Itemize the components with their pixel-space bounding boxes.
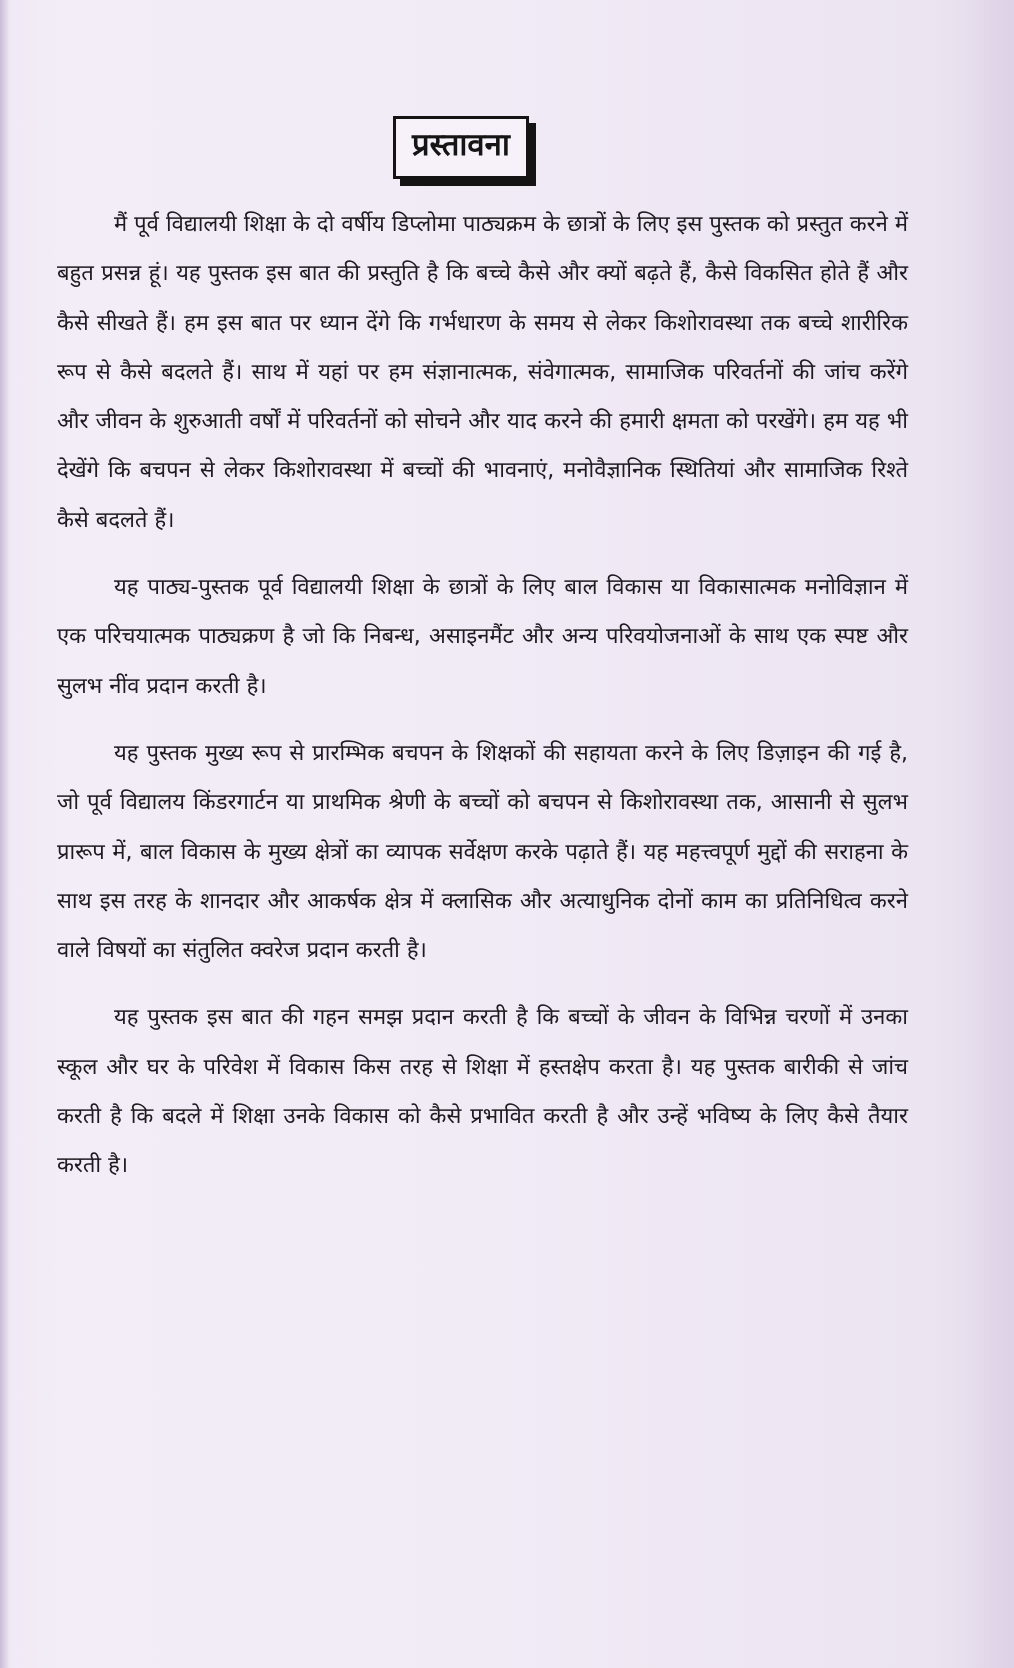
page-title: प्रस्तावना xyxy=(393,116,529,179)
paragraph-2: यह पाठ्य-पुस्तक पूर्व विद्यालयी शिक्षा के छात्रों के लिए बाल विकास या विकासात्मक मनोविज्ञान में एक परिचयात्मक पाठ्यक्रण है जो कि निबन्ध, असाइनमैंट और अन्य परिवयोजनाओं के साथ एक स्पष्ट और सुलभ नींव प्रदान करती है। xyxy=(57,575,908,699)
paragraph-4: यह पुस्तक इस बात की गहन समझ प्रदान करती है कि बच्चों के जीवन के विभिन्न चरणों में उनका स्कूल और घर के परिवेश में विकास किस तरह से शिक्षा में हस्तक्षेप करता है। यह पुस्तक बारीकी से जांच करती है कि बदले में शिक्षा उनके विकास को कैसे प्रभावित करती है और उन्हें भविष्य के लिए कैसे तैयार करती है। xyxy=(57,1005,908,1179)
paragraph-1: मैं पूर्व विद्यालयी शिक्षा के दो वर्षीय डिप्लोमा पाठ्यक्रम के छात्रों के लिए इस पुस्तक को प्रस्तुत करने में बहुत प्रसन्न हूं। यह पुस्तक इस बात की प्रस्तुति है कि बच्चे कैसे और क्यों बढ़ते हैं, कैसे विकसित होते हैं और कैसे सीखते हैं। हम इस बात पर ध्यान देंगे कि गर्भधारण के समय से लेकर किशोरावस्था तक बच्चे शारीरिक रूप से कैसे बदलते हैं। साथ में यहां पर हम संज्ञानात्मक, संवेगात्मक, सामाजिक परिवर्तनों की जांच करेंगे और जीवन के शुरुआती वर्षों में परिवर्तनों को सोचने और याद करने की हमारी क्षमता को परखेंगे। हम यह भी देखेंगे कि बचपन से लेकर किशोरावस्था में बच्चों की भावनाएं, मनोवैज्ञानिक स्थितियां और सामाजिक रिश्ते कैसे बदलते हैं। xyxy=(57,212,908,533)
body-text xyxy=(57,200,908,1191)
paragraph-3: यह पुस्तक मुख्य रूप से प्रारम्भिक बचपन के शिक्षकों की सहायता करने के लिए डिज़ाइन की गई है, जो पूर्व विद्यालय किंडरगार्टन या प्राथमिक श्रेणी के बच्चों को बचपन से किशोरावस्था तक, आसानी से सुलभ प्रारूप में, बाल विकास के मुख्य क्षेत्रों का व्यापक सर्वेक्षण करके पढ़ाते हैं। यह महत्त्वपूर्ण मुद्दों की सराहना के साथ इस तरह के शानदार और आकर्षक क्षेत्र में क्लासिक और अत्याधुनिक दोनों काम का प्रतिनिधित्व करने वाले विषयों का संतुलित क्वरेज प्रदान करती है। xyxy=(57,740,908,964)
heading-box xyxy=(393,116,529,179)
